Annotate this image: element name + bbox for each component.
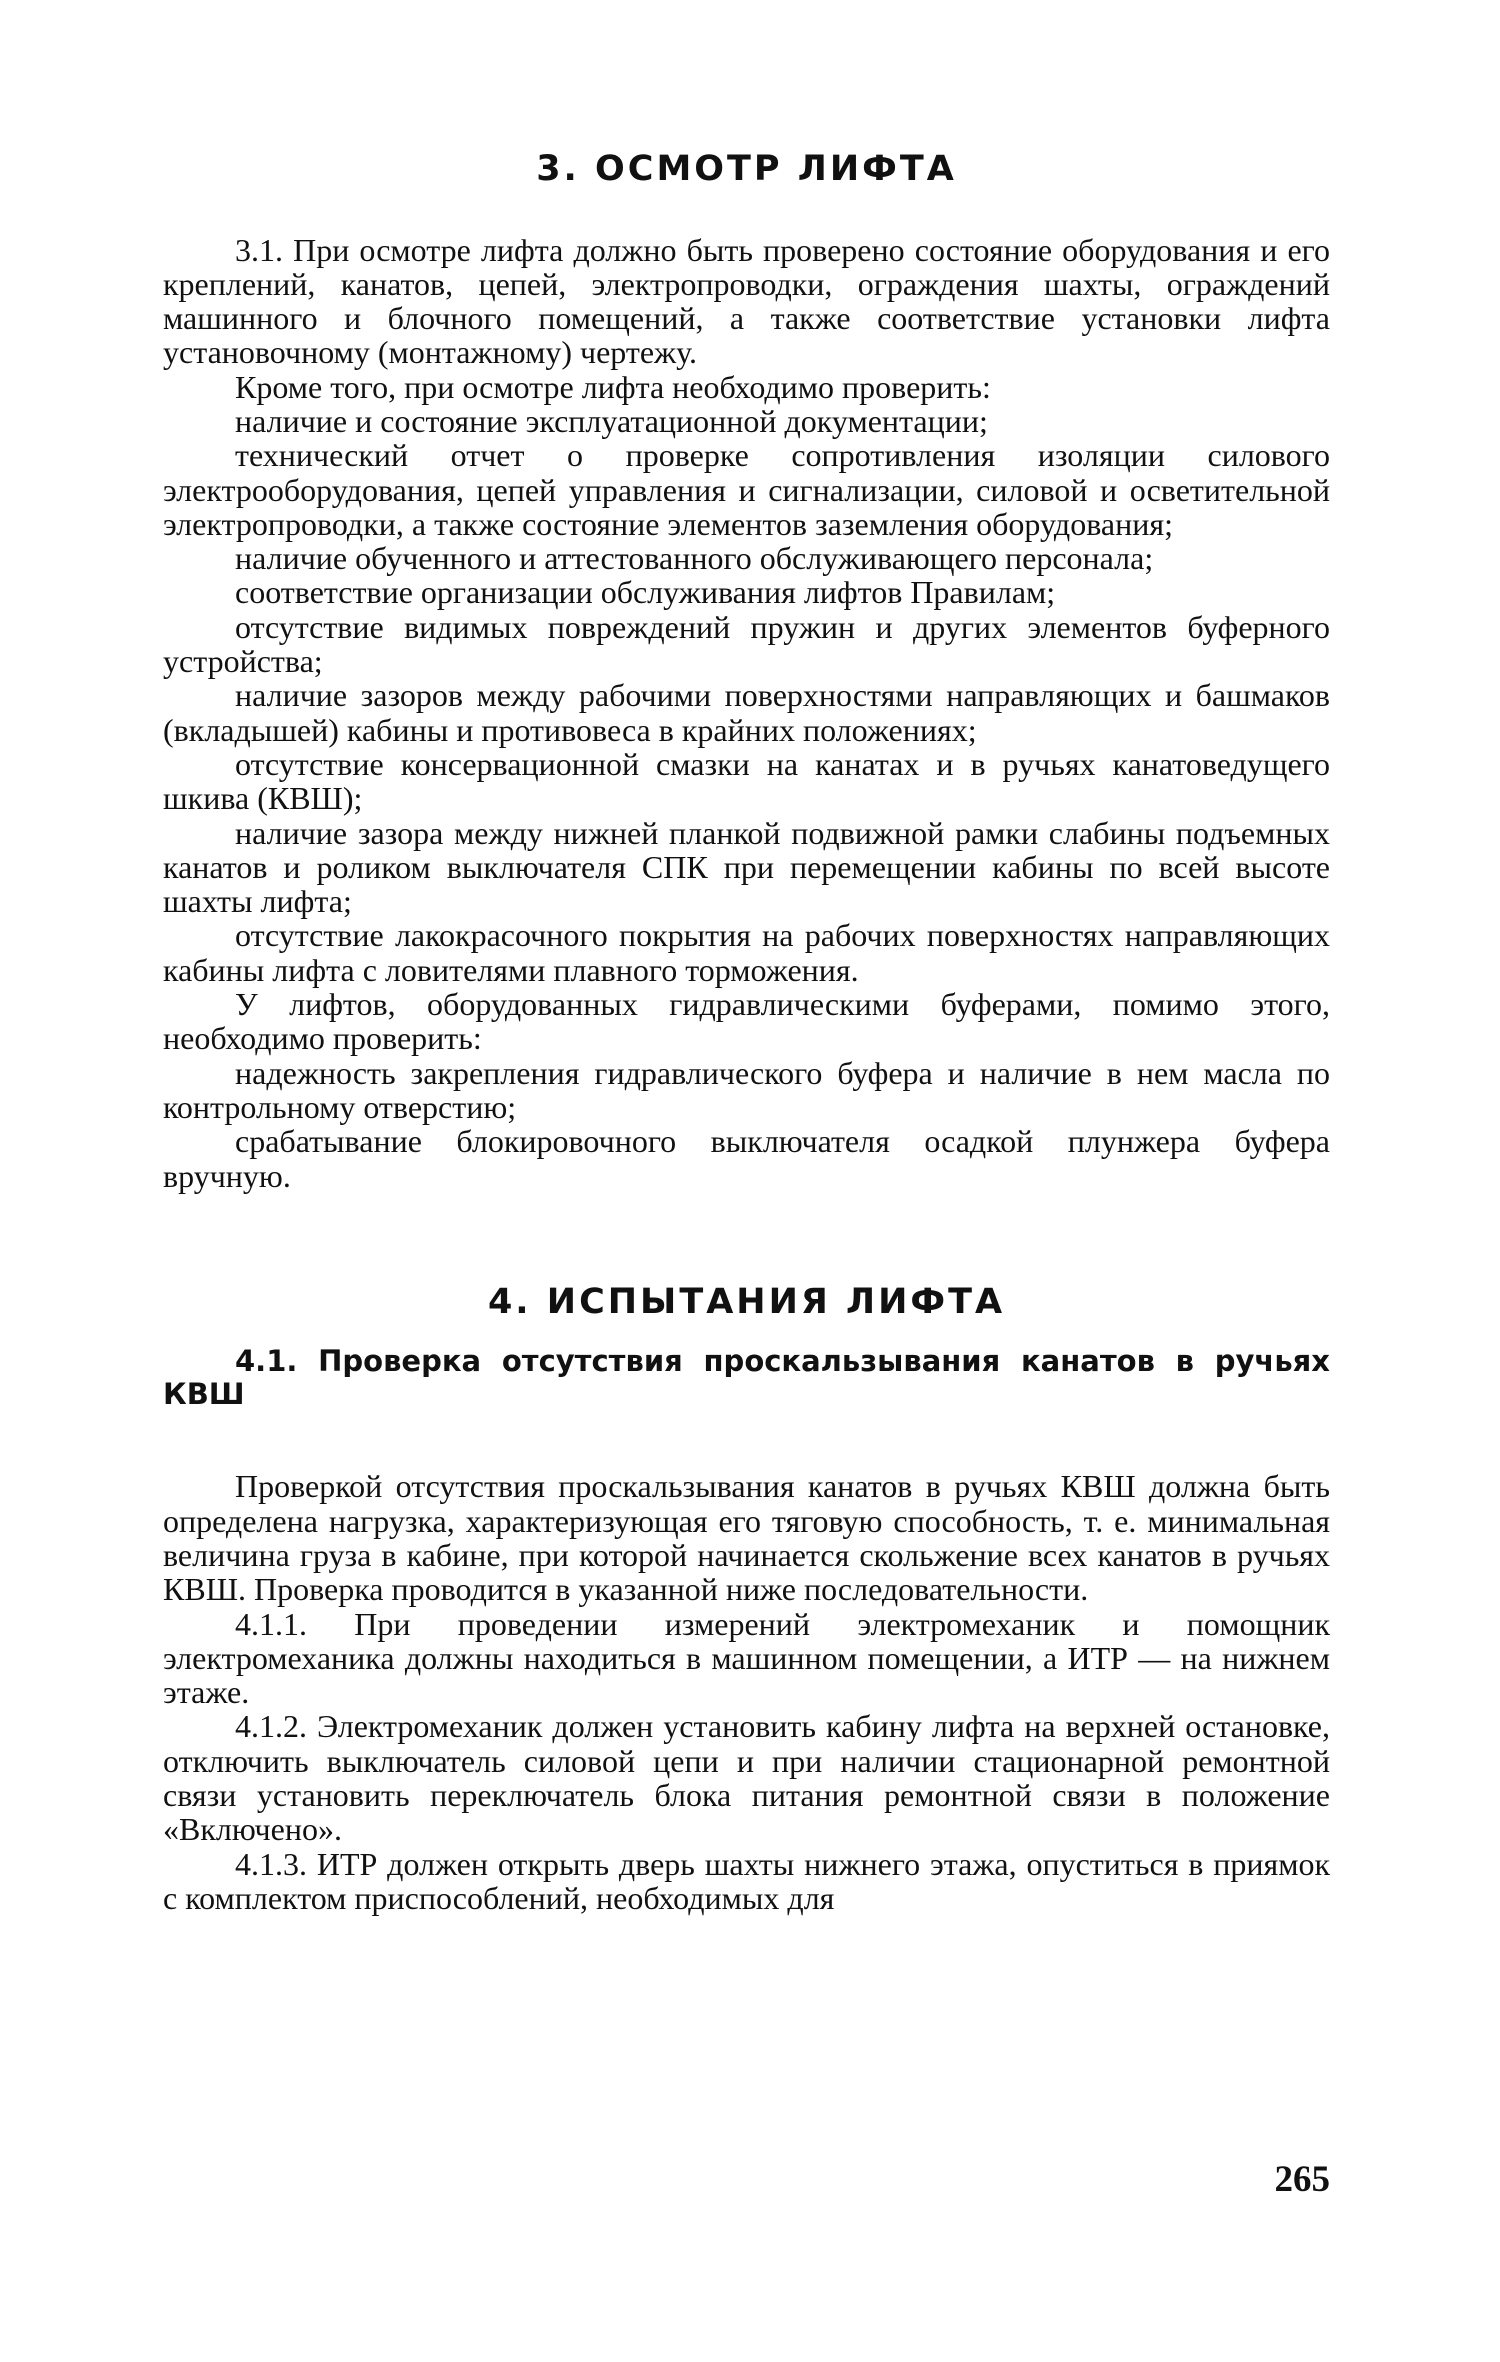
paragraph: срабатывание блокировочного выключателя осадкой плунжера буфера вручную. [163,1123,1330,1194]
document-page [163,150,1330,1915]
subsection-4-1-title: 4.1. Проверка отсутствия проскальзывания канатов в ручьях КВШ [163,1344,1330,1412]
paragraph: наличие и состояние эксплуатационной документации; [235,402,988,439]
paragraph: технический отчет о проверке сопротивления изоляции силового электрооборудования, цепей управления и сигнализации, силовой и осветительной электропроводки, а также состояние элементов заземления оборудования; [163,437,1330,542]
paragraph: надежность закрепления гидравлического буфера и наличие в нем масла по контрольному отверстию; [163,1054,1330,1125]
paragraph: Проверкой отсутствия проскальзывания канатов в ручьях КВШ должна быть определена нагрузка, характеризующая его тяговую способность, т. е. минимальная величина груза в кабине, при которой начинается скольжение всех канатов в ручьях КВШ. Проверка проводится в указанной ниже последовательности. [163,1468,1330,1608]
paragraph: У лифтов, оборудованных гидравлическими буферами, помимо этого, необходимо проверить: [163,986,1330,1057]
paragraph: 4.1.1. При проведении измерений электромеханик и помощник электромеханика должны находиться в машинном помещении, а ИТР — на нижнем этаже. [163,1605,1330,1711]
paragraph: 3.1. При осмотре лифта должно быть проверено состояние оборудования и его креплений, канатов, цепей, электропроводки, ограждения шахты, ограждений машинного и блочного помещений, а также соответствие установки лифта установочному (монтажному) чертежу. [163,231,1330,371]
paragraph: 4.1.3. ИТР должен открыть дверь шахты нижнего этажа, опуститься в приямок с комплектом приспособлений, необходимых для [163,1845,1330,1916]
page-number: 265 [1274,2159,1330,2200]
paragraph: 4.1.2. Электромеханик должен установить кабину лифта на верхней остановке, отключить выключатель силовой цепи и при наличии стационарной ремонтной связи установить переключатель блока питания ремонтной связи в положение «Включено». [163,1708,1330,1848]
paragraph: соответствие организации обслуживания лифтов Правилам; [235,574,1056,611]
paragraph: отсутствие консервационной смазки на канатах и в ручьях канатоведущего шкива (КВШ); [163,745,1330,817]
paragraph: Кроме того, при осмотре лифта необходимо проверить: [235,368,991,405]
section-3-body [163,233,1330,1193]
paragraph: наличие обученного и аттестованного обслуживающего персонала; [235,540,1154,577]
paragraph: наличие зазора между нижней планкой подвижной рамки слабины подъемных канатов и роликом выключателя СПК при перемещении кабины по всей высоте шахты лифта; [163,814,1330,920]
paragraph: отсутствие лакокрасочного покрытия на рабочих поверхностях направляющих кабины лифта с ловителями плавного торможения. [163,917,1330,988]
section-4-body [163,1469,1330,1915]
section-3-title: 3. ОСМОТР ЛИФТА [536,149,957,189]
paragraph: отсутствие видимых повреждений пружин и других элементов буферного устройства; [163,608,1330,680]
paragraph: наличие зазоров между рабочими поверхностями направляющих и башмаков (вкладышей) кабины и противовеса в крайних положениях; [163,677,1330,748]
section-4-title: 4. ИСПЫТАНИЯ ЛИФТА [487,1281,1006,1322]
